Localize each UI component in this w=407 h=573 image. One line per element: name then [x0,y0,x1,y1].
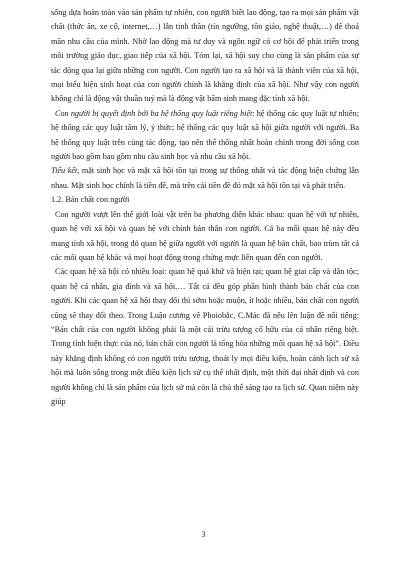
paragraph-2-body: : hệ thống các quy luật tự nhiên; hệ thống các quy luật tâm lý, ý thức; hệ thống các quy luật xã hội giữa người với người. Ba hệ thống quy luật trên cùng tác động, tạo nên thể thống nhất hoàn chỉnh trong đời sống con người bao gồm bao gồm nhu cầu sinh học và nhu cầu xã hội. [51,108,359,162]
paragraph-3-body: , mặt sinh học và mặt xã hội tồn tại trong sự thống nhất và tác động biện chứng lẫn nhau. Mặt sinh học chính là tiền đề, mà trên cái tiền đề đó mặt xã hội tồn tại và phát triển. [51,166,359,190]
paragraph-3-italic-lead: Tiểu kết [51,166,78,176]
paragraph-1: sống dựa hoàn toàn vào sản phẩm tự nhiên, con người biết lao động, tạo ra mọi sản phẩm vật chất (thức ăn, xe cộ, internet,…) lẫn tinh thần (tín ngưỡng, tôn giáo, nghệ thuật,…) để thoả mãn nhu cầu của mình. Nhờ lao động mà tư duy và ngôn ngữ có cơ hội để phát triển trong môi trường giáo dục, giao tiếp của xã hội. Tóm lại, xã hội suy cho cùng là sản phẩm của sự tác động qua lại giữa những con người. Con người tạo ra xã hội và là thành viên của xã hội, mọi biểu hiện sinh hoạt của con người chính là khẳng định của xã hội. Như vậy con người không chỉ là động vật thuần tuý mà là động vật bẩm sinh mang đặc tính xã hội. [51,8,359,104]
paragraph-2-italic-lead: Con người bị quyết định bởi ba hệ thống quy luật riêng biệt [55,108,253,118]
paragraph-4: Con người vượt lên thế giới loài vật trên ba phương diện khác nhau: quan hệ với tự nhiên, quan hệ với xã hội và quan hệ với chính bản thân con người. Cả ba mối quan hệ này đều mang tính xã hội, trong đó quan hệ giữa người với người là quan hệ bản chất, bao trùm tất cả các mối quan hệ khác và mọi hoạt động trong chừng mực liên quan đến con người. [51,209,359,262]
paragraph-3 [51,164,359,193]
section-heading: 1.2. Bản chất con người [51,195,130,205]
page-number: 3 [201,530,206,539]
paragraph-2 [51,107,359,165]
paragraph-5: Các quan hệ xã hội có nhiều loại: quan hệ quá khứ và hiện tại; quan hệ giai cấp và dân tộc; quan hệ cá nhân, gia đình và xã hội,… Tất cả đều góp phần hình thành bản chất của con người. Khi các quan hệ xã hội thay đổi thì sớm hoặc muộn, ít hoặc nhiều, bản chất con người cũng sẽ thay đổi theo. Trong Luận cương về Phoiobắc, C.Mác đã nêu lên luận đề nổi tiếng: “Bản chất của con người không phải là một cái trừu tượng cố hữu của cá nhân riêng biệt. Trong tính hiện thực của nó, bản chất con người là tổng hòa những mối quan hệ xã hội”. Điều này khẳng định không có con người trừu tượng, thoát ly mọi điều kiện, hoàn cảnh lịch sử xã hội mà luôn sống trong một điều kiện lịch sử cụ thể nhất định, một thời đại nhất định và con người không chỉ là sản phẩm của lịch sử mà còn là chủ thể sáng tạo ra lịch sử. Quan niệm này giúp [51,267,359,406]
